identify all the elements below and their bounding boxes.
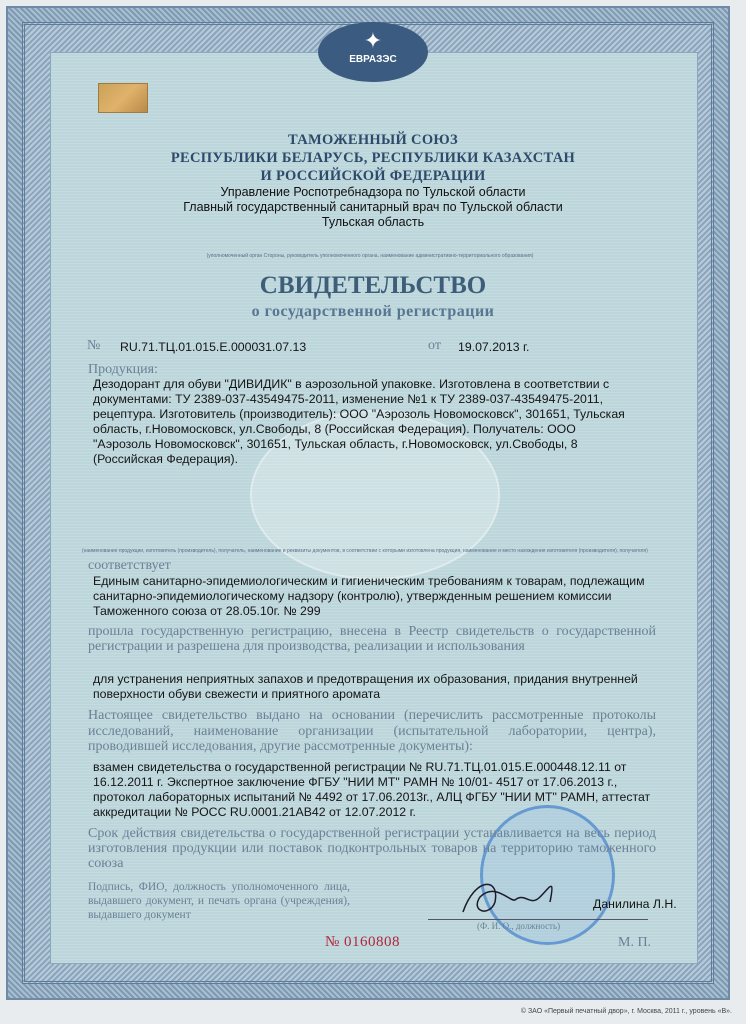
- logo-emblem-icon: ✦: [363, 28, 383, 53]
- signature-label: Подпись, ФИО, должность уполномоченного лица, выдавшего документ, и печать органа (учреждения), выдавшего документ: [88, 881, 350, 921]
- product-label: Продукция:: [88, 362, 158, 377]
- hologram-sticker: [98, 83, 148, 113]
- certificate-date: 19.07.2013 г.: [458, 340, 530, 354]
- header-line: И РОССИЙСКОЙ ФЕДЕРАЦИИ: [260, 168, 486, 184]
- date-label: от: [428, 338, 441, 353]
- registered-label: прошла государственную регистрацию, внесена в Реестр свидетельств о государственной регистрации и разрешена для производства, реализации и использования: [88, 624, 656, 654]
- signature-line: [428, 919, 648, 920]
- certificate-title: СВИДЕТЕЛЬСТВО: [259, 272, 487, 299]
- evrazes-logo: [318, 22, 428, 82]
- conforms-text: Единым санитарно-эпидемиологическим и гигиеническим требованиям к товарам, подлежащим санитарно-эпидемиологическому надзору (контролю), утвержденным решением комиссии Таможенного союза от 28.05.10г. № 299: [93, 574, 645, 618]
- usage-text: для устранения неприятных запахов и предотвращения их образования, придания внутренней поверхности обуви свежести и приятного аромата: [93, 672, 638, 701]
- certificate-number: RU.71.ТЦ.01.015.Е.000031.07.13: [120, 340, 307, 354]
- conforms-label: соответствует: [88, 558, 171, 573]
- basis-text: взамен свидетельства о государственной регистрации № RU.71.ТЦ.01.015.Е.000448.12.11 от 16.12.2011 г. Экспертное заключение ФГБУ "НИИ МТ" РАМН № 10/01- 4517 от 17.06.2013 г., протокол лабораторных испытаний № 4492 от 17.06.2013г., АЛЦ ФГБУ "НИИ МТ" РАМН, аттестат аккредитации № РОСС RU.0001.21АВ42 от 12.07.2012 г.: [93, 760, 651, 819]
- header-line: РЕСПУБЛИКИ БЕЛАРУСЬ, РЕСПУБЛИКИ КАЗАХСТАН: [170, 150, 576, 166]
- product-text: Дезодорант для обуви "ДИВИДИК" в аэрозольной упаковке. Изготовлена в соответствии с документами: ТУ 2389-037-43549475-2011, изменение №1 к ТУ 2389-037-43549475-2011, рецептура. Изготовитель (производитель): ООО "Аэрозоль Новомосковск", 301651, Тульская область, г.Новомосковск, ул.Свободы, 8 (Российская Федерация). Получатель: ООО "Аэрозоль Новомосковск", 301651, Тульская область, г.Новомосковск, ул.Свободы, 8 (Российская Федерация).: [93, 377, 625, 466]
- serial-number: № 0160808: [325, 934, 401, 950]
- authority-caption: (уполномоченный орган Стороны, руководитель уполномоченного органа, наименование административно-территориального образования): [206, 253, 534, 259]
- signature-caption: (Ф. И. О., должность): [477, 921, 561, 931]
- basis-label: Настоящее свидетельство выдано на основании (перечислить рассмотренные протоколы исследований, наименование организации (испытательной лаборатории, центра), проводившей исследования, другие рассмотренные документы):: [88, 708, 656, 754]
- product-caption: (наименование продукции, изготовитель (производитель), получатель, наименование и реквизиты документов, в соответствии с которыми изготовлена продукция, наименование и место нахождения изготовителя (производителя), получателя): [82, 548, 648, 554]
- validity-text: Срок действия свидетельства о государственной регистрации устанавливается на весь период изготовления продукции или поставок подконтрольных товаров на территорию таможенного союза: [88, 826, 656, 871]
- certificate-subtitle: о государственной регистрации: [251, 303, 495, 320]
- header-line: ТАМОЖЕННЫЙ СОЮЗ: [288, 132, 458, 148]
- authority-line: Управление Роспотребнадзора по Тульской области: [220, 185, 526, 199]
- seal-place-label: М. П.: [618, 935, 652, 950]
- authority-line: Тульская область: [321, 215, 425, 229]
- number-label: №: [87, 338, 101, 353]
- handwritten-signature: [455, 872, 565, 922]
- printer-footer: © ЗАО «Первый печатный двор», г. Москва, 2011 г., уровень «В».: [520, 1008, 732, 1015]
- authority-line: Главный государственный санитарный врач по Тульской области: [183, 200, 563, 214]
- signatory-name: Данилина Л.Н.: [593, 897, 677, 911]
- logo-text: ЕВРАЗЭС: [349, 54, 397, 65]
